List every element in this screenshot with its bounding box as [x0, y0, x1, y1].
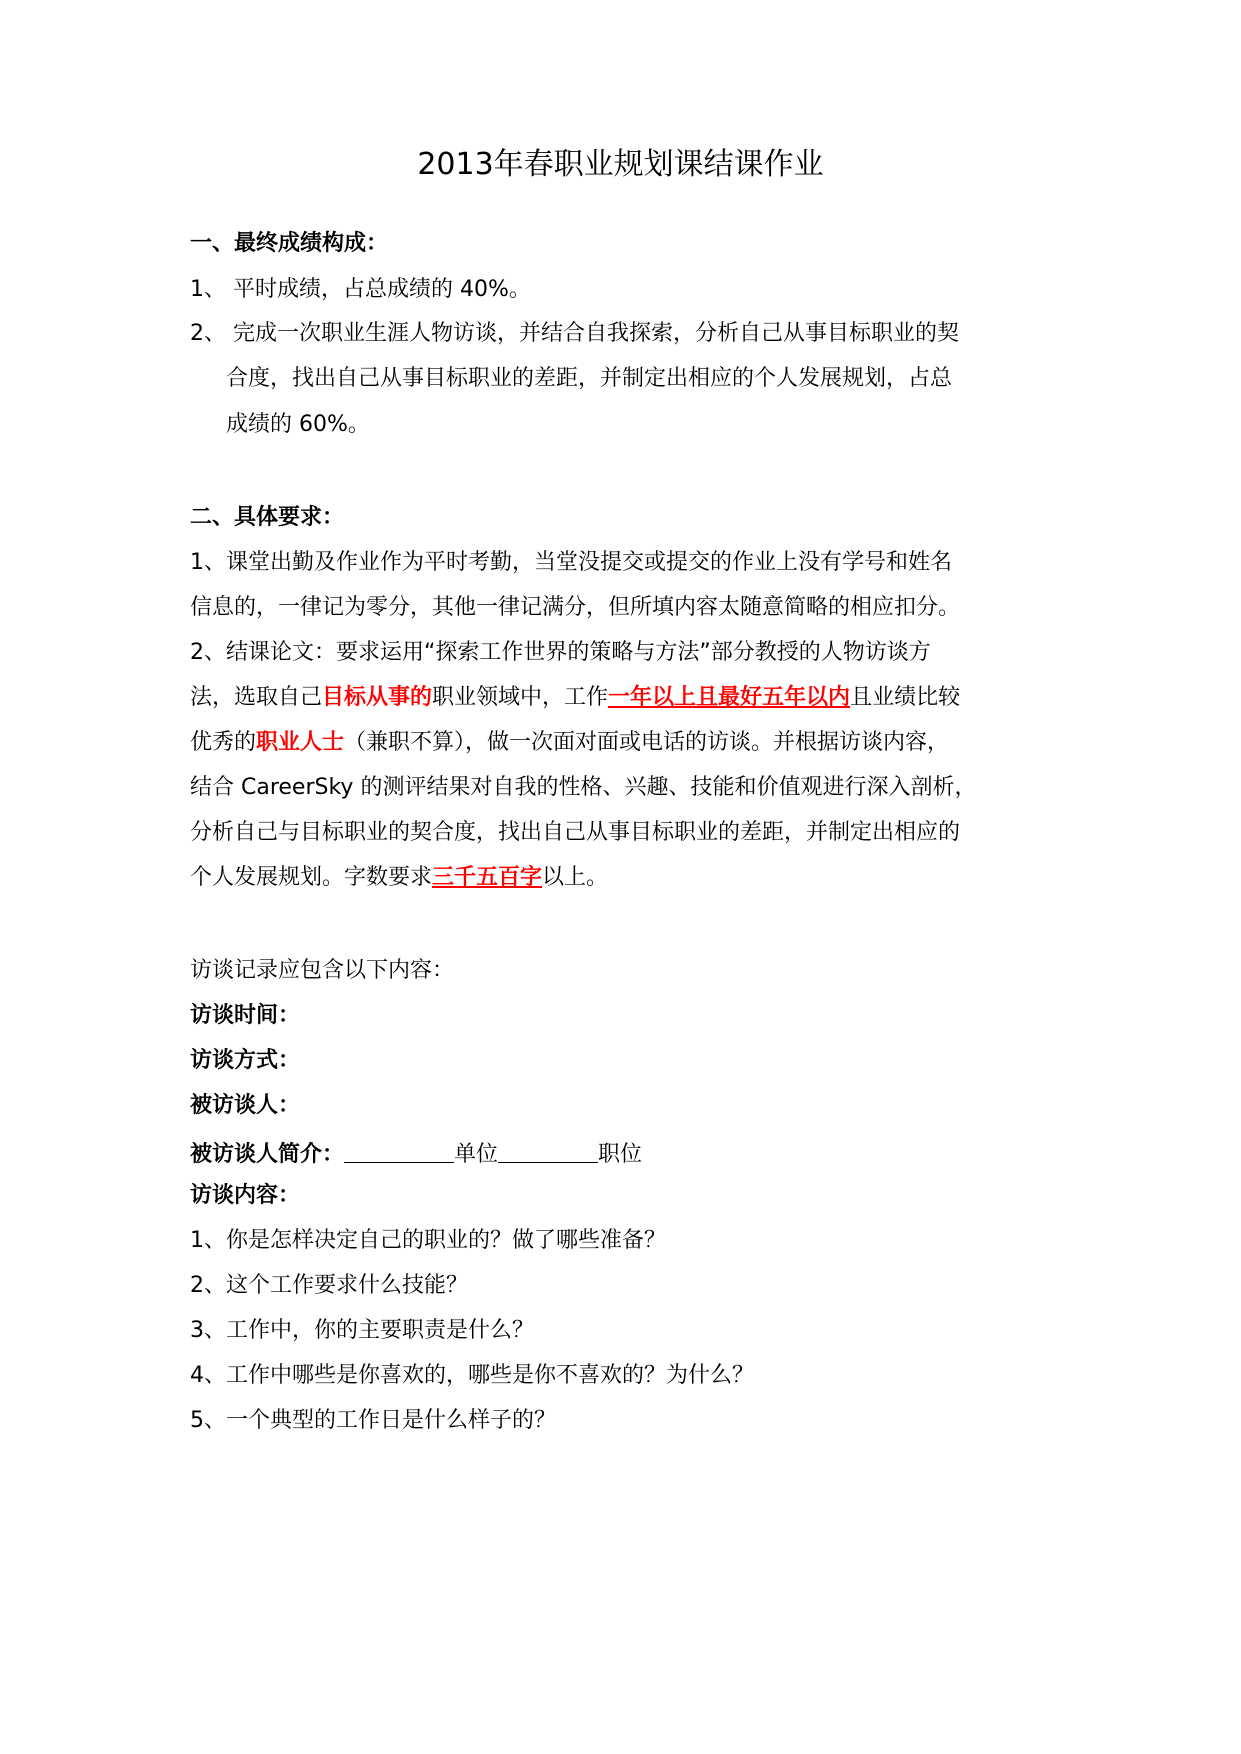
section1-item2-line2: 合度，找出自己从事目标职业的差距，并制定出相应的个人发展规划，占总: [226, 366, 953, 391]
req2-line3-part-c: （兼职不算），做一次面对面或电话的访谈。并根据访谈内容，: [344, 730, 950, 755]
interviewee-label: 被访谈人：: [190, 1093, 301, 1118]
unit-blank[interactable]: [344, 1140, 454, 1163]
document-title: 2013年春职业规划课结课作业: [417, 147, 824, 182]
position-blank[interactable]: [498, 1140, 598, 1163]
highlight-professional: 职业人士: [256, 730, 345, 755]
req2-line5: 分析自己与目标职业的契合度，找出自己从事目标职业的差距，并制定出相应的: [190, 820, 961, 845]
req1-line1: 1、课堂出勤及作业作为平时考勤，当堂没提交或提交的作业上没有学号和姓名: [190, 550, 952, 575]
req2-line6-part-a: 个人发展规划。字数要求: [190, 865, 433, 890]
req2-line2-part-e: 且业绩比较: [850, 685, 961, 710]
req2-line4: 结合 CareerSky 的测评结果对自我的性格、兴趣、技能和价值观进行深入剖析，: [190, 775, 977, 800]
req2-line2: [190, 687, 960, 709]
interview-content-label: 访谈内容：: [190, 1183, 301, 1208]
section1-heading: 一、最终成绩构成：: [190, 231, 389, 256]
position-label: 职位: [598, 1142, 643, 1167]
req2-line2-part-c: 职业领域中，工作: [432, 685, 609, 710]
interviewee-profile-line: [190, 1140, 642, 1166]
interview-method-label: 访谈方式：: [190, 1048, 301, 1073]
interviewee-profile-label: 被访谈人简介：: [190, 1142, 345, 1167]
interview-question-5: 5、一个典型的工作日是什么样子的？: [190, 1408, 556, 1433]
req2-line3: [190, 732, 949, 754]
section2-heading: 二、具体要求：: [190, 505, 345, 530]
req2-line6-part-c: 以上。: [542, 865, 609, 890]
unit-label: 单位: [454, 1142, 499, 1167]
interview-question-1: 1、你是怎样决定自己的职业的？做了哪些准备？: [190, 1228, 666, 1253]
section1-item2-line3: 成绩的 60%。: [226, 412, 370, 437]
req2-line2-part-a: 法，选取自己: [190, 685, 323, 710]
highlight-word-count: 三千五百字: [432, 865, 543, 890]
highlight-target-field: 目标从事的: [322, 685, 433, 710]
interview-question-2: 2、这个工作要求什么技能？: [190, 1273, 468, 1298]
interview-intro: 访谈记录应包含以下内容：: [190, 958, 455, 983]
req1-line2: 信息的，一律记为零分，其他一律记满分，但所填内容太随意简略的相应扣分。: [190, 595, 961, 620]
interview-time-label: 访谈时间：: [190, 1003, 301, 1028]
section1-item2-line1: 2、 完成一次职业生涯人物访谈，并结合自我探索，分析自己从事目标职业的契: [190, 321, 959, 346]
highlight-experience-range: 一年以上且最好五年以内: [608, 685, 851, 710]
req2-line1: 2、结课论文：要求运用“探索工作世界的策略与方法”部分教授的人物访谈方: [190, 640, 931, 665]
interview-question-3: 3、工作中，你的主要职责是什么？: [190, 1318, 534, 1343]
section1-item1: 1、 平时成绩，占总成绩的 40%。: [190, 277, 531, 302]
interview-question-4: 4、工作中哪些是你喜欢的，哪些是你不喜欢的？为什么？: [190, 1363, 754, 1388]
req2-line3-part-a: 优秀的: [190, 730, 257, 755]
req2-line6: [190, 867, 608, 889]
